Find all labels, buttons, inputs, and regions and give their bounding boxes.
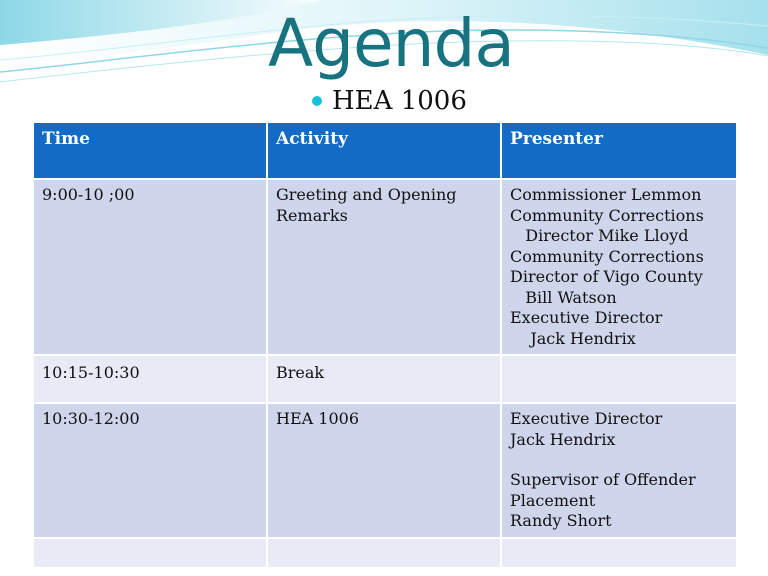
cell-time: 9:00-10 ;00 <box>33 179 267 355</box>
presenter-line: Supervisor of Offender <box>510 470 696 489</box>
presenter-line: Placement <box>510 490 596 510</box>
bullet-item <box>312 86 467 116</box>
table-row-empty <box>33 538 737 568</box>
presenter-gap <box>510 450 728 470</box>
presenter-line: Jack Hendrix <box>510 429 616 449</box>
table-row <box>33 179 737 355</box>
presenter-line: Community Corrections <box>510 205 704 225</box>
cell-presenter <box>501 403 737 538</box>
cell-activity <box>267 403 501 538</box>
table-row <box>33 403 737 538</box>
activity-line: HEA 1006 <box>276 409 359 428</box>
cell-presenter <box>501 355 737 403</box>
presenter-line: Commissioner Lemmon <box>510 185 702 204</box>
cell-activity <box>267 179 501 355</box>
bullet-icon <box>312 96 322 106</box>
cell-time <box>33 538 267 568</box>
cell-presenter <box>501 538 737 568</box>
presenter-line: Executive Director <box>510 308 663 327</box>
activity-line: Break <box>276 363 325 382</box>
presenter-line: Bill Watson <box>510 287 617 307</box>
presenter-line: Jack Hendrix <box>510 328 636 348</box>
cell-time: 10:15-10:30 <box>33 355 267 403</box>
cell-activity <box>267 538 501 568</box>
cell-presenter <box>501 179 737 355</box>
cell-time: 10:30-12:00 <box>33 403 267 538</box>
presenter-line: Executive Director <box>510 409 663 428</box>
agenda-table <box>32 121 738 569</box>
presenter-line: Randy Short <box>510 511 612 530</box>
slide-title: Agenda <box>268 5 514 82</box>
activity-line: Remarks <box>276 205 348 225</box>
table-header-row <box>33 122 737 179</box>
bullet-text: HEA 1006 <box>332 86 467 116</box>
presenter-line: Community Corrections <box>510 246 704 266</box>
header-activity: Activity <box>267 122 501 179</box>
cell-activity <box>267 355 501 403</box>
header-time: Time <box>33 122 267 179</box>
presenter-line: Director Mike Lloyd <box>510 226 689 245</box>
activity-line: Greeting and Opening <box>276 185 457 204</box>
presenter-line: Director of Vigo County <box>510 267 703 286</box>
table-row <box>33 355 737 403</box>
header-presenter: Presenter <box>501 122 737 179</box>
